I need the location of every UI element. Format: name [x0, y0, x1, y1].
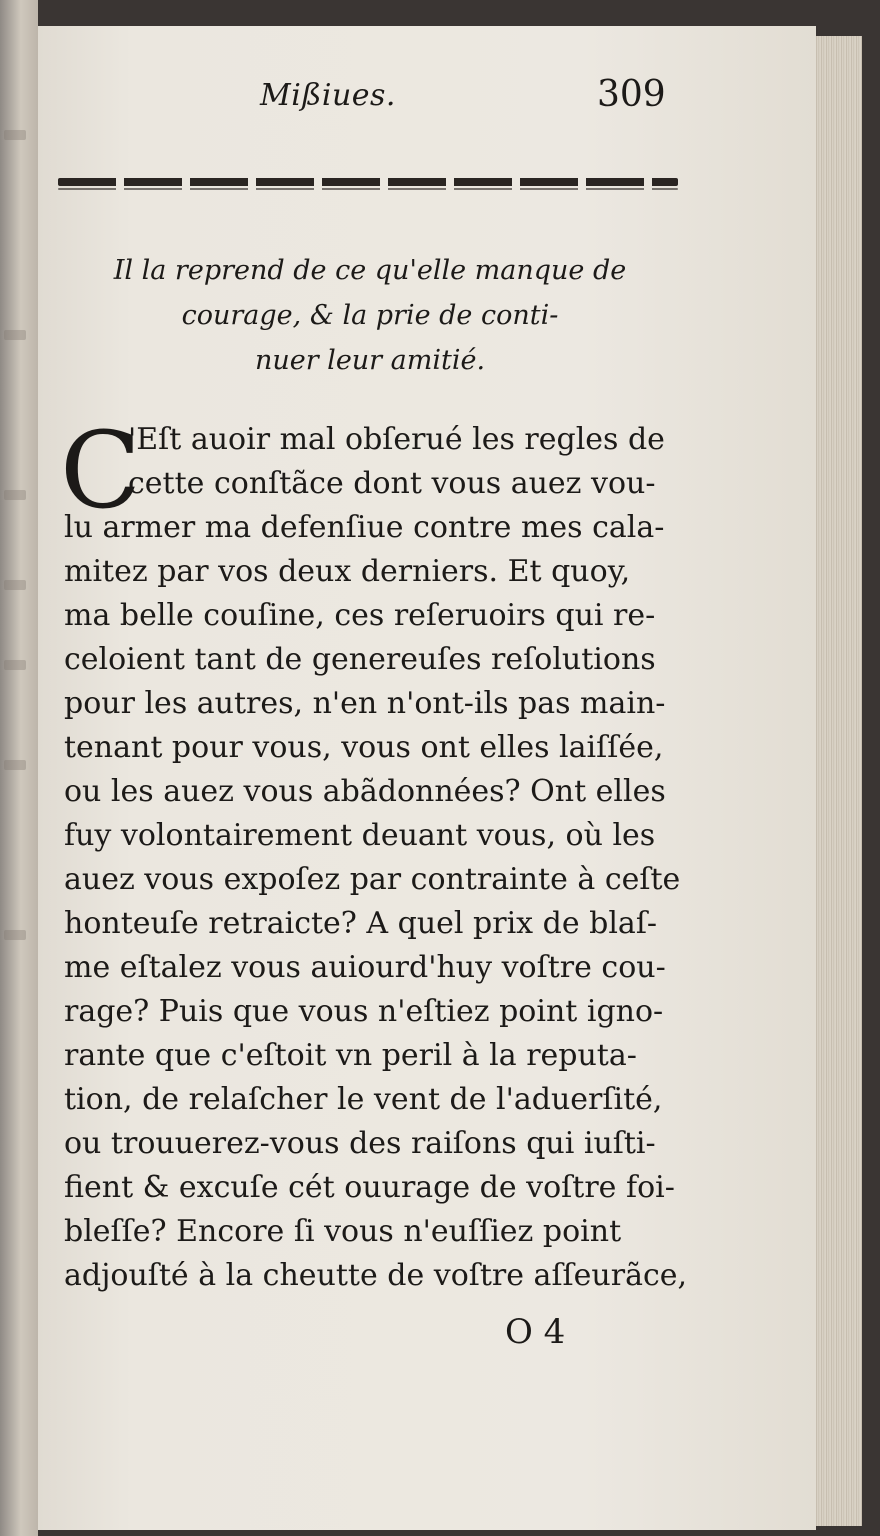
body-line: auez vous expoſez par contrainte à ceſte: [64, 862, 681, 897]
previous-page-edge: [0, 0, 38, 1536]
show-through-mark: [4, 330, 26, 340]
body-line: celoient tant de genereuſes reſolutions: [64, 642, 656, 677]
heading-line: nuer leur amitié.: [254, 345, 486, 376]
body-line: honteuſe retraicte? A quel prix de blaſ-: [64, 906, 658, 941]
drop-cap: C: [60, 409, 142, 532]
body-line: fient & excuſe cét ouurage de voſtre foi-: [64, 1170, 675, 1205]
body-line: ou les auez vous abãdonnées? Ont elles: [64, 774, 666, 809]
body-line: rante que c'eſtoit vn peril à la reputa-: [64, 1038, 637, 1073]
body-line: bleſſe? Encore ſi vous n'euſſiez point: [64, 1214, 622, 1249]
body-line: mitez par vos deux derniers. Et quoy,: [64, 554, 631, 589]
ornament-rule-shadow: [58, 188, 678, 190]
letter-heading: [100, 248, 640, 383]
show-through-mark: [4, 490, 26, 500]
heading-line: Il la reprend de ce qu'elle manque de: [113, 255, 627, 286]
body-line: fuy volontairement deuant vous, où les: [64, 818, 656, 853]
ornament-rule: [58, 178, 678, 186]
body-line: me eſtalez vous auiourd'huy voſtre cou-: [64, 950, 666, 985]
body-line: lu armer ma defenſiue contre mes cala-: [64, 510, 665, 545]
page-edges: [812, 36, 862, 1526]
show-through-mark: [4, 660, 26, 670]
body-line: 'Eſt auoir mal obſerué les regles de: [128, 422, 665, 457]
show-through-mark: [4, 130, 26, 140]
signature-mark: O 4: [505, 1312, 566, 1352]
show-through-mark: [4, 580, 26, 590]
show-through-mark: [4, 930, 26, 940]
body-line: pour les autres, n'en n'ont-ils pas main-: [64, 686, 666, 721]
page-number: 309: [597, 74, 666, 115]
body-line: adjouſté à la cheutte de voſtre aſſeurãce,: [64, 1258, 688, 1293]
body-line: ma belle couſine, ces reſeruoirs qui re-: [64, 598, 656, 633]
body-line: ou trouuerez-vous des raiſons qui iuſti-: [64, 1126, 656, 1161]
heading-line: courage, & la prie de conti-: [181, 300, 559, 331]
running-title: Mißiues.: [260, 78, 396, 113]
body-line: rage? Puis que vous n'eſtiez point igno-: [64, 994, 664, 1029]
show-through-mark: [4, 760, 26, 770]
body-line: tion, de relaſcher le vent de l'aduerſité,: [64, 1082, 663, 1117]
body-line: cette conſtãce dont vous auez vou-: [128, 466, 656, 501]
body-line: tenant pour vous, vous ont elles laiſſée,: [64, 730, 664, 765]
